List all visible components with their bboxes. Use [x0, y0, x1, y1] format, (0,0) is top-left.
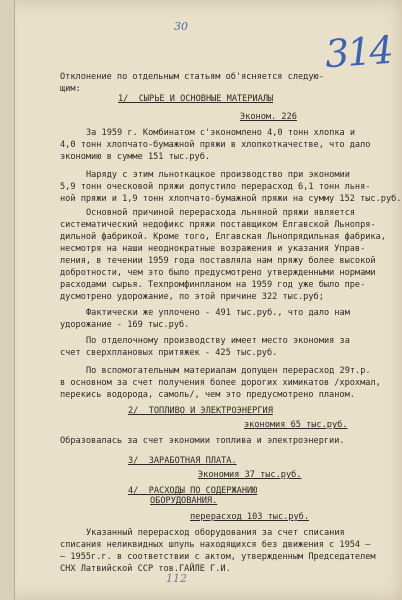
section-amount: перерасход 103 тыс.руб. — [190, 512, 309, 522]
section-amount: Эконом. 226 — [240, 112, 297, 122]
text-line: расходами сырья. Техпромфинпланом на 1959 год уже было пре- — [60, 280, 366, 290]
text-line: 4,0 тонн хлопчато-бумажной пряжи в хлопкоткачестве, что дало — [60, 140, 371, 150]
text-line: – 1955г.г. в соответствии с актом, утвержденным Председателем — [60, 552, 376, 562]
section-heading-equipment-cont: ОБОРУДОВАНИЯ. — [150, 496, 218, 506]
text-line: удорожание - 169 тыс.руб. — [60, 320, 190, 330]
text-line: дусмотрено удорожание, по этой причине 322 тыс.руб; — [60, 292, 324, 302]
section-amount: Экономия 37 тыс.руб. — [198, 470, 302, 480]
text-line: ной пряжи и 1,9 тонн хлопчато-бумажной пряжи на сумму 152 тыс.руб. — [60, 194, 402, 204]
text-line: Образовалась за счет экономии топлива и электроэнергии. — [60, 436, 345, 446]
text-line: перекись водорода, самоль/, чем это предусмотрено планом. — [60, 390, 355, 400]
text-line: Указанный перерасход оборудования за счет списания — [86, 528, 345, 538]
text-line: По вспомогательным материалам допущен перерасход 29т.р. — [86, 366, 371, 376]
text-line: Фактически же уплочено - 491 тыс.руб., что дало нам — [86, 308, 350, 318]
text-line: 5,9 тонн оческовой пряжи допустило перерасход 6,1 тонн льня- — [60, 182, 371, 192]
text-line: в основном за счет получения более дорогих химикатов /хрохмал, — [60, 378, 381, 388]
text-line: За 1959 г. Комбинатом с'экономлено 4,0 тонн хлопка и — [86, 128, 356, 138]
text-line: По отделочному производству имеет место экономия за — [86, 336, 350, 346]
text-line: Наряду с этим льноткацкое производство при экономии — [86, 170, 350, 180]
text-line: СНХ Латвийской ССР тов.ГАЙЛЕ Г.И. — [60, 564, 231, 574]
text-line: щим: — [60, 84, 81, 94]
handwritten-note-top: 30 — [174, 20, 188, 33]
text-line: несмотря на наши неоднократные возражения и указания Управ- — [60, 244, 366, 254]
text-line: Отклонение по отдельным статьям об'ясняется следую- — [60, 72, 324, 82]
handwritten-note-bottom: 112 — [166, 572, 187, 585]
section-heading-equipment: 4/ РАСХОДЫ ПО СОДЕРЖАНИЮ — [128, 486, 258, 496]
text-line: Основной причиной перерасхода льняной пряжи является — [86, 208, 356, 218]
text-line: экономию в сумме 151 тыс.руб. — [60, 152, 211, 162]
text-line: списания неликвидных шпуль находящихся без движения с 1954 – — [60, 540, 371, 550]
section-heading-raw-materials: 1/ СЫРЬЕ И ОСНОВНЫЕ МАТЕРИАЛЫ — [118, 94, 274, 104]
text-line: систематический недофикс пряжи поставщиком Елгавской Льнопря- — [60, 220, 376, 230]
section-heading-wages: 3/ ЗАРАБОТНАЯ ПЛАТА. — [128, 456, 237, 466]
section-amount: экономия 65 тыс.руб. — [244, 420, 348, 430]
text-line: ления, в течении 1959 года поставляла нам пряжу более высокой — [60, 256, 376, 266]
text-line: дильной фабрикой. Кроме того, Елгавская Льнопрядильная фабрика, — [60, 232, 386, 242]
page-binding-edge — [0, 0, 15, 600]
text-line: счет сверхплановых притяжек - 425 тыс.руб. — [60, 348, 278, 358]
section-heading-fuel-energy: 2/ ТОПЛИВО И ЭЛЕКТРОЭНЕРГИЯ — [128, 406, 273, 416]
folio-number-handwritten: 314 — [323, 27, 393, 77]
text-line: добротности, чем это было предусмотрено утвержденными нормами — [60, 268, 376, 278]
